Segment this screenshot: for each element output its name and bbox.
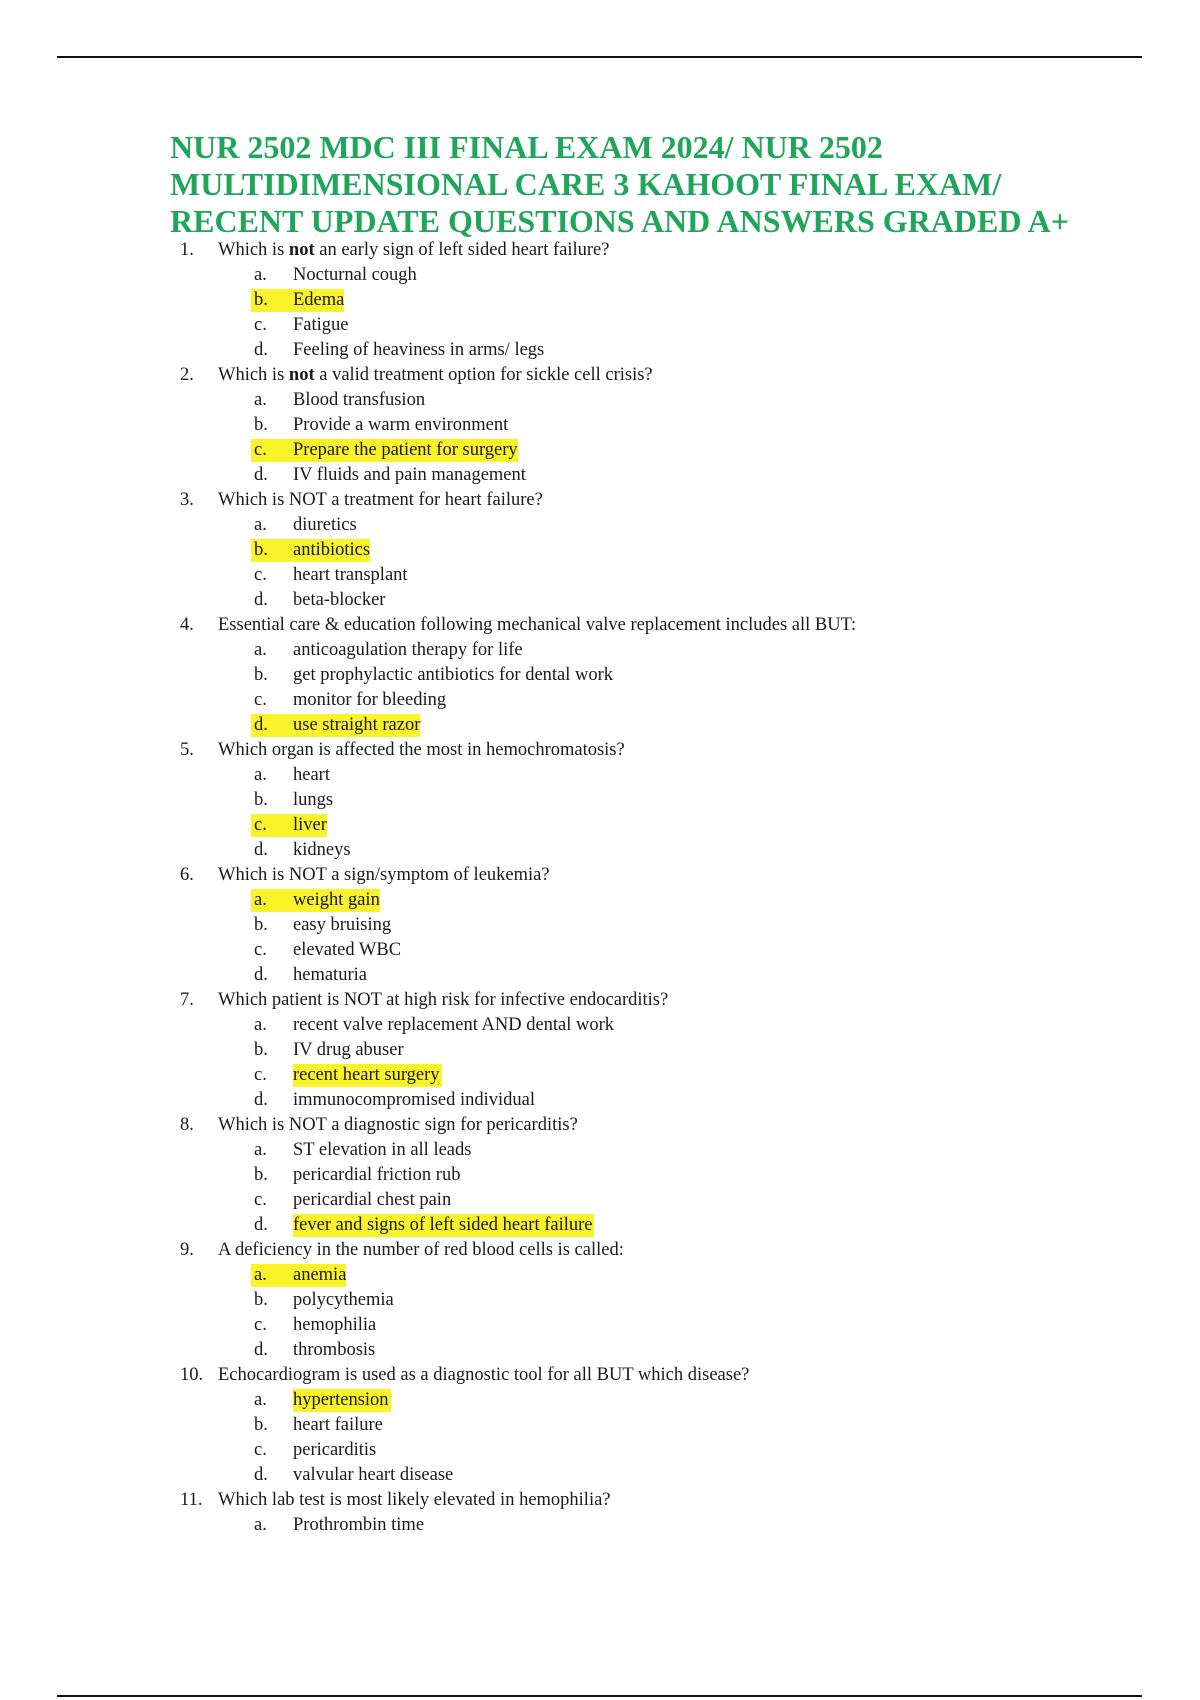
option-text: polycythemia	[293, 1290, 394, 1310]
question-item	[0, 1113, 1200, 1238]
option-text: diuretics	[293, 515, 357, 535]
option-letter: d.	[254, 1090, 268, 1110]
option-letter: d.	[254, 340, 268, 360]
option-letter: a.	[254, 765, 267, 785]
question-line	[0, 988, 1200, 1013]
option-letter: c.	[254, 565, 267, 585]
option-text: kidneys	[293, 840, 351, 860]
option-wrapper	[251, 389, 425, 412]
option-wrapper	[251, 664, 613, 687]
correct-answer-highlight	[251, 289, 344, 312]
question-line	[0, 363, 1200, 388]
question-list	[0, 238, 1200, 1538]
option-letter: d.	[254, 1340, 268, 1360]
answer-option	[0, 938, 1200, 963]
question-text	[218, 238, 609, 263]
option-text: weight gain	[293, 890, 380, 910]
answer-option	[0, 263, 1200, 288]
option-text: pericardial friction rub	[293, 1165, 461, 1185]
answer-option	[0, 438, 1200, 463]
answer-option	[0, 963, 1200, 988]
question-number: 6.	[180, 865, 194, 885]
option-letter: c.	[254, 940, 267, 960]
question-line	[0, 613, 1200, 638]
option-text: Prepare the patient for surgery	[293, 440, 518, 460]
correct-answer-highlight	[251, 1214, 594, 1237]
answer-option	[0, 913, 1200, 938]
option-wrapper	[251, 1289, 394, 1312]
question-number: 2.	[180, 365, 194, 385]
answer-option	[0, 563, 1200, 588]
option-wrapper	[251, 1339, 375, 1362]
answer-option	[0, 1313, 1200, 1338]
question-text	[218, 1363, 749, 1388]
option-text: use straight razor	[293, 715, 421, 735]
option-letter: c.	[254, 690, 267, 710]
option-letter: a.	[254, 890, 267, 910]
answer-option	[0, 313, 1200, 338]
question-number: 11.	[180, 1490, 203, 1510]
answer-option	[0, 1413, 1200, 1438]
option-text: anemia	[293, 1265, 347, 1285]
option-text: Prothrombin time	[293, 1515, 425, 1535]
option-text: antibiotics	[293, 540, 371, 560]
option-wrapper	[251, 689, 446, 712]
answer-option	[0, 1463, 1200, 1488]
question-text-part: Which patient is NOT at high risk for infective endocarditis?	[218, 990, 669, 1010]
question-line	[0, 1363, 1200, 1388]
option-wrapper	[251, 914, 391, 937]
answer-option	[0, 688, 1200, 713]
question-line	[0, 738, 1200, 763]
option-letter: d.	[254, 1215, 268, 1235]
option-wrapper	[251, 1439, 376, 1462]
option-letter: d.	[254, 715, 268, 735]
question-item	[0, 988, 1200, 1113]
option-letter: d.	[254, 465, 268, 485]
question-text-part: Which is	[218, 365, 289, 385]
option-letter: b.	[254, 790, 268, 810]
option-wrapper	[251, 1039, 404, 1062]
option-letter: a.	[254, 1515, 267, 1535]
option-wrapper	[251, 264, 417, 287]
question-text	[218, 1488, 611, 1513]
correct-answer-highlight	[251, 814, 327, 837]
answer-option	[0, 1213, 1200, 1238]
answer-option	[0, 1263, 1200, 1288]
question-text-part: Which is NOT a diagnostic sign for pericarditis?	[218, 1115, 578, 1135]
option-wrapper	[251, 1089, 535, 1112]
question-number: 10.	[180, 1365, 204, 1385]
answer-option	[0, 1038, 1200, 1063]
option-text: thrombosis	[293, 1340, 376, 1360]
question-number: 4.	[180, 615, 194, 635]
correct-answer-highlight	[251, 1389, 391, 1412]
option-wrapper	[251, 839, 351, 862]
option-letter: b.	[254, 915, 268, 935]
option-text: valvular heart disease	[293, 1465, 454, 1485]
answer-option	[0, 1163, 1200, 1188]
option-wrapper	[251, 1139, 471, 1162]
option-wrapper	[251, 964, 367, 987]
option-text: monitor for bleeding	[293, 690, 447, 710]
correct-answer-highlight	[251, 439, 518, 462]
option-text: hematuria	[293, 965, 367, 985]
correct-answer-highlight	[251, 714, 420, 737]
option-wrapper	[251, 1514, 424, 1537]
question-text-part: Essential care & education following mechanical valve replacement includes all BUT:	[218, 615, 857, 635]
question-number: 1.	[180, 240, 194, 260]
option-letter: b.	[254, 415, 268, 435]
option-wrapper	[251, 514, 357, 537]
correct-answer-highlight	[251, 1064, 442, 1087]
option-wrapper	[251, 1314, 376, 1337]
option-letter: d.	[254, 840, 268, 860]
question-text	[218, 988, 668, 1013]
document-title: NUR 2502 MDC III FINAL EXAM 2024/ NUR 2502 MULTIDIMENSIONAL CARE 3 KAHOOT FINAL EXAM/ RECENT UPDATE QUESTIONS AND ANSWERS GRADED A+	[170, 129, 1070, 239]
answer-option	[0, 638, 1200, 663]
question-text-part: Which organ is affected the most in hemochromatosis?	[218, 740, 625, 760]
option-wrapper	[251, 464, 526, 487]
question-line	[0, 238, 1200, 263]
answer-option	[0, 788, 1200, 813]
option-wrapper	[251, 939, 401, 962]
option-wrapper	[251, 1189, 451, 1212]
option-wrapper	[251, 589, 385, 612]
option-letter: b.	[254, 1415, 268, 1435]
option-letter: c.	[254, 1065, 267, 1085]
option-text: easy bruising	[293, 915, 392, 935]
option-text: anticoagulation therapy for life	[293, 640, 523, 660]
option-letter: b.	[254, 665, 268, 685]
option-letter: c.	[254, 815, 267, 835]
answer-option	[0, 538, 1200, 563]
option-letter: a.	[254, 265, 267, 285]
question-text-part: Which lab test is most likely elevated in hemophilia?	[218, 1490, 611, 1510]
answer-option	[0, 1013, 1200, 1038]
option-wrapper	[251, 564, 408, 587]
answer-option	[0, 838, 1200, 863]
question-number: 3.	[180, 490, 194, 510]
question-item	[0, 1488, 1200, 1538]
correct-answer-highlight	[251, 539, 370, 562]
question-number: 7.	[180, 990, 194, 1010]
option-letter: d.	[254, 965, 268, 985]
option-text: pericarditis	[293, 1440, 377, 1460]
answer-option	[0, 713, 1200, 738]
question-number: 8.	[180, 1115, 194, 1135]
question-text-part: a valid treatment option for sickle cell crisis?	[314, 365, 653, 385]
option-letter: b.	[254, 290, 268, 310]
option-text: fever and signs of left sided heart failure	[293, 1215, 593, 1235]
answer-option	[0, 1338, 1200, 1363]
question-text	[218, 863, 550, 888]
option-letter: c.	[254, 1190, 267, 1210]
answer-option	[0, 288, 1200, 313]
question-emphasis: not	[288, 240, 315, 260]
question-text	[218, 1238, 624, 1263]
option-letter: c.	[254, 315, 267, 335]
answer-option	[0, 388, 1200, 413]
answer-option	[0, 1063, 1200, 1088]
question-text-part: an early sign of left sided heart failure?	[314, 240, 610, 260]
option-text: pericardial chest pain	[293, 1190, 452, 1210]
answer-option	[0, 1288, 1200, 1313]
option-wrapper	[251, 1014, 614, 1037]
option-letter: a.	[254, 390, 267, 410]
option-wrapper	[251, 1164, 460, 1187]
correct-answer-highlight	[251, 889, 380, 912]
option-text: liver	[293, 815, 327, 835]
question-line	[0, 1113, 1200, 1138]
question-text	[218, 738, 625, 763]
question-item	[0, 613, 1200, 738]
question-line	[0, 863, 1200, 888]
option-text: IV fluids and pain management	[293, 465, 526, 485]
option-wrapper	[251, 639, 523, 662]
answer-option	[0, 813, 1200, 838]
option-letter: a.	[254, 1265, 267, 1285]
option-letter: c.	[254, 440, 267, 460]
option-letter: d.	[254, 590, 268, 610]
option-wrapper	[251, 314, 349, 337]
answer-option	[0, 1388, 1200, 1413]
option-text: lungs	[293, 790, 334, 810]
answer-option	[0, 763, 1200, 788]
option-text: heart transplant	[293, 565, 408, 585]
question-text-part: Which is NOT a sign/symptom of leukemia?	[218, 865, 550, 885]
question-emphasis: not	[288, 365, 315, 385]
question-text	[218, 363, 653, 388]
option-letter: a.	[254, 1390, 267, 1410]
question-text	[218, 1113, 578, 1138]
option-letter: d.	[254, 1465, 268, 1485]
question-text-part: Which is NOT a treatment for heart failure?	[218, 490, 543, 510]
option-text: recent heart surgery	[293, 1065, 440, 1085]
option-text: Fatigue	[293, 315, 349, 335]
answer-option	[0, 888, 1200, 913]
option-text: get prophylactic antibiotics for dental work	[293, 665, 614, 685]
answer-option	[0, 1513, 1200, 1538]
question-text-part: Echocardiogram is used as a diagnostic tool for all BUT which disease?	[218, 1365, 750, 1385]
answer-option	[0, 1138, 1200, 1163]
option-letter: a.	[254, 515, 267, 535]
option-wrapper	[251, 1464, 453, 1487]
option-text: IV drug abuser	[293, 1040, 404, 1060]
answer-option	[0, 338, 1200, 363]
answer-option	[0, 1438, 1200, 1463]
option-text: heart	[293, 765, 330, 785]
question-line	[0, 1238, 1200, 1263]
option-text: hypertension	[293, 1390, 389, 1410]
option-wrapper	[251, 764, 330, 787]
option-text: Nocturnal cough	[293, 265, 417, 285]
question-text	[218, 613, 856, 638]
question-item	[0, 363, 1200, 488]
option-text: Provide a warm environment	[293, 415, 509, 435]
option-letter: a.	[254, 640, 267, 660]
answer-option	[0, 1188, 1200, 1213]
question-line	[0, 1488, 1200, 1513]
option-text: elevated WBC	[293, 940, 402, 960]
question-number: 9.	[180, 1240, 194, 1260]
question-item	[0, 863, 1200, 988]
question-item	[0, 238, 1200, 363]
question-text	[218, 488, 543, 513]
option-text: hemophilia	[293, 1315, 377, 1335]
option-letter: b.	[254, 540, 268, 560]
question-line	[0, 488, 1200, 513]
option-text: Blood transfusion	[293, 390, 426, 410]
option-wrapper	[251, 339, 544, 362]
answer-option	[0, 463, 1200, 488]
top-rule	[57, 56, 1142, 58]
answer-option	[0, 588, 1200, 613]
bottom-rule	[57, 1695, 1142, 1697]
option-letter: c.	[254, 1315, 267, 1335]
question-item	[0, 1363, 1200, 1488]
question-item	[0, 1238, 1200, 1363]
answer-option	[0, 513, 1200, 538]
option-letter: a.	[254, 1140, 267, 1160]
question-text-part: Which is	[218, 240, 289, 260]
option-text: Feeling of heaviness in arms/ legs	[293, 340, 545, 360]
answer-option	[0, 1088, 1200, 1113]
option-letter: b.	[254, 1040, 268, 1060]
option-text: beta-blocker	[293, 590, 386, 610]
answer-option	[0, 413, 1200, 438]
option-wrapper	[251, 789, 333, 812]
option-text: Edema	[293, 290, 345, 310]
correct-answer-highlight	[251, 1264, 346, 1287]
option-text: recent valve replacement AND dental work	[293, 1015, 615, 1035]
option-wrapper	[251, 1414, 383, 1437]
answer-option	[0, 663, 1200, 688]
option-text: ST elevation in all leads	[293, 1140, 472, 1160]
option-letter: b.	[254, 1165, 268, 1185]
question-item	[0, 738, 1200, 863]
option-text: heart failure	[293, 1415, 383, 1435]
option-letter: a.	[254, 1015, 267, 1035]
question-item	[0, 488, 1200, 613]
option-letter: c.	[254, 1440, 267, 1460]
question-text-part: A deficiency in the number of red blood cells is called:	[218, 1240, 624, 1260]
question-number: 5.	[180, 740, 194, 760]
option-letter: b.	[254, 1290, 268, 1310]
option-wrapper	[251, 414, 508, 437]
option-text: immunocompromised individual	[293, 1090, 536, 1110]
